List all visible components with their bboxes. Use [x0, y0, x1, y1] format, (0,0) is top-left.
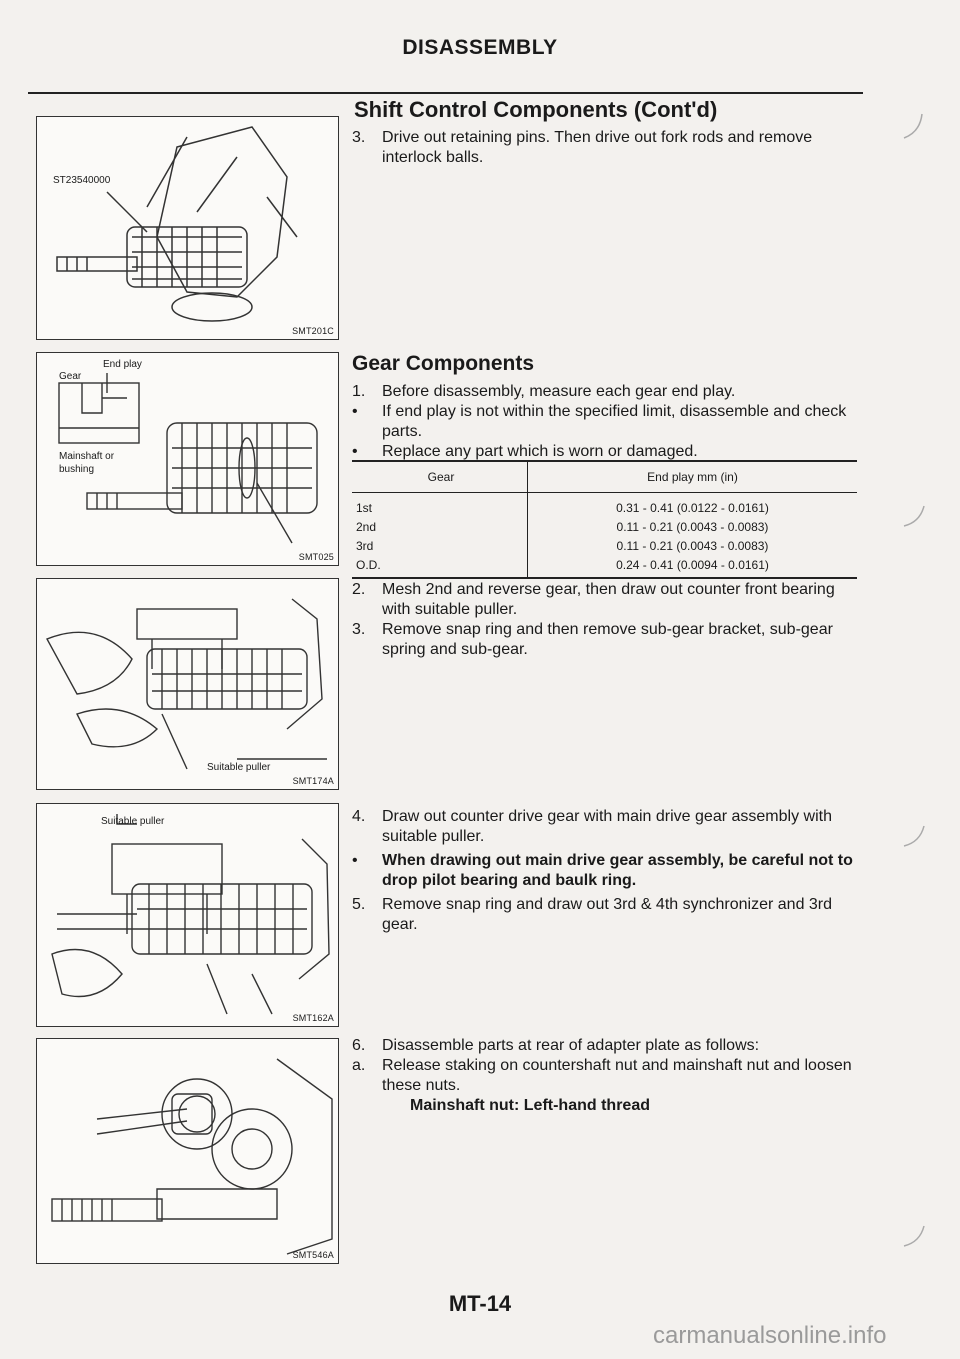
figure-code: SMT174A [292, 776, 334, 786]
counter-bearing-steps [352, 580, 857, 660]
puller-label: Suitable puller [207, 762, 271, 773]
mainshaft-label: Mainshaft or [59, 451, 115, 462]
cell-end-play: 0.24 - 0.41 (0.0094 - 0.0161) [528, 556, 858, 578]
gear-label: Gear [59, 371, 82, 382]
watermark: carmanualsonline.info [653, 1322, 887, 1349]
binder-hole-mark [900, 110, 930, 140]
step-text: Remove snap ring and draw out 3rd & 4th synchronizer and 3rd gear. [382, 896, 833, 933]
gear-components-title: Gear Components [352, 352, 535, 375]
page-subtitle: Shift Control Components (Cont'd) [354, 97, 718, 122]
step-letter: a. [352, 1057, 366, 1074]
figure-code: SMT546A [292, 1250, 334, 1260]
page-number: MT-14 [448, 1291, 512, 1316]
cell-gear: 3rd [352, 537, 528, 556]
header-rule [28, 92, 863, 94]
step-number: 4. [352, 808, 366, 825]
bullet-marker: • [352, 403, 358, 420]
step-text: Remove snap ring and then remove sub-gear bracket, sub-gear spring and sub-gear. [382, 621, 833, 658]
counter-drive-gear-puller-illustration [37, 804, 339, 1027]
counter-bearing-puller-illustration [37, 579, 339, 790]
cell-gear: O.D. [352, 556, 528, 578]
puller-label: Suitable puller [101, 816, 165, 827]
cell-gear: 1st [352, 493, 528, 519]
end-play-label: End play [103, 359, 142, 370]
step-text: Release staking on countershaft nut and mainshaft nut and loosen these nuts. [382, 1057, 852, 1094]
step-number: 5. [352, 896, 366, 913]
cell-end-play: 0.31 - 0.41 (0.0122 - 0.0161) [616, 501, 769, 515]
binder-hole-mark [900, 500, 930, 530]
figure-smt201c [36, 116, 339, 340]
gear-components-body [352, 382, 857, 462]
cell-end-play: 0.11 - 0.21 (0.0043 - 0.0083) [616, 520, 769, 534]
bullet-text: If end play is not within the specified limit, disassemble and check parts. [382, 403, 847, 440]
binder-hole-mark [900, 820, 930, 850]
step-text: Mesh 2nd and reverse gear, then draw out counter front bearing with suitable puller. [382, 581, 835, 618]
table-row [352, 556, 857, 578]
step-number: 2. [352, 581, 366, 598]
caution-text: When drawing out main drive gear assembly, be careful not to drop pilot bearing and baulk ring. [382, 852, 853, 889]
cell-end-play: 0.11 - 0.21 (0.0043 - 0.0083) [616, 539, 769, 553]
figure-code: SMT201C [292, 326, 334, 336]
table-row [352, 537, 857, 556]
figure-smt162a [36, 803, 339, 1027]
figure-code: SMT025 [298, 552, 334, 562]
step-text: Disassemble parts at rear of adapter plate as follows: [382, 1037, 760, 1054]
cell-gear: 2nd [352, 518, 528, 537]
step-number: 6. [352, 1037, 366, 1054]
mainshaft-nut-illustration [37, 1039, 339, 1264]
figure-smt025 [36, 352, 339, 566]
step-text: Drive out retaining pins. Then drive out fork rods and remove interlock balls. [382, 129, 813, 166]
header-end-play: End play mm (in) [528, 461, 858, 493]
end-play-table [352, 460, 857, 579]
figure-smt546a [36, 1038, 339, 1264]
step-number: 1. [352, 383, 366, 400]
bushing-label: bushing [59, 464, 95, 475]
step-number: 3. [352, 621, 366, 638]
table-row [352, 518, 857, 537]
retaining-pins-step [352, 128, 857, 168]
tool-number-label: ST23540000 [53, 175, 111, 186]
step-number: 3. [352, 129, 366, 146]
table-header-row [352, 461, 857, 493]
table-row [352, 493, 857, 519]
header-gear: Gear [352, 461, 528, 493]
step-text: Draw out counter drive gear with main drive gear assembly with suitable puller. [382, 808, 832, 845]
adapter-plate-steps [352, 1036, 857, 1116]
bullet-marker: • [352, 443, 358, 460]
step-text: Before disassembly, measure each gear end play. [382, 383, 736, 400]
bullet-text: Replace any part which is worn or damaged. [382, 443, 698, 460]
bullet-marker: • [352, 852, 358, 869]
thread-note: Mainshaft nut: Left-hand thread [410, 1097, 650, 1114]
counter-drive-gear-steps [352, 807, 857, 935]
binder-hole-mark [900, 1220, 930, 1250]
section-header: DISASSEMBLY [402, 36, 558, 59]
figure-smt174a [36, 578, 339, 790]
figure-code: SMT162A [292, 1013, 334, 1023]
transmission-illustration [37, 117, 339, 340]
